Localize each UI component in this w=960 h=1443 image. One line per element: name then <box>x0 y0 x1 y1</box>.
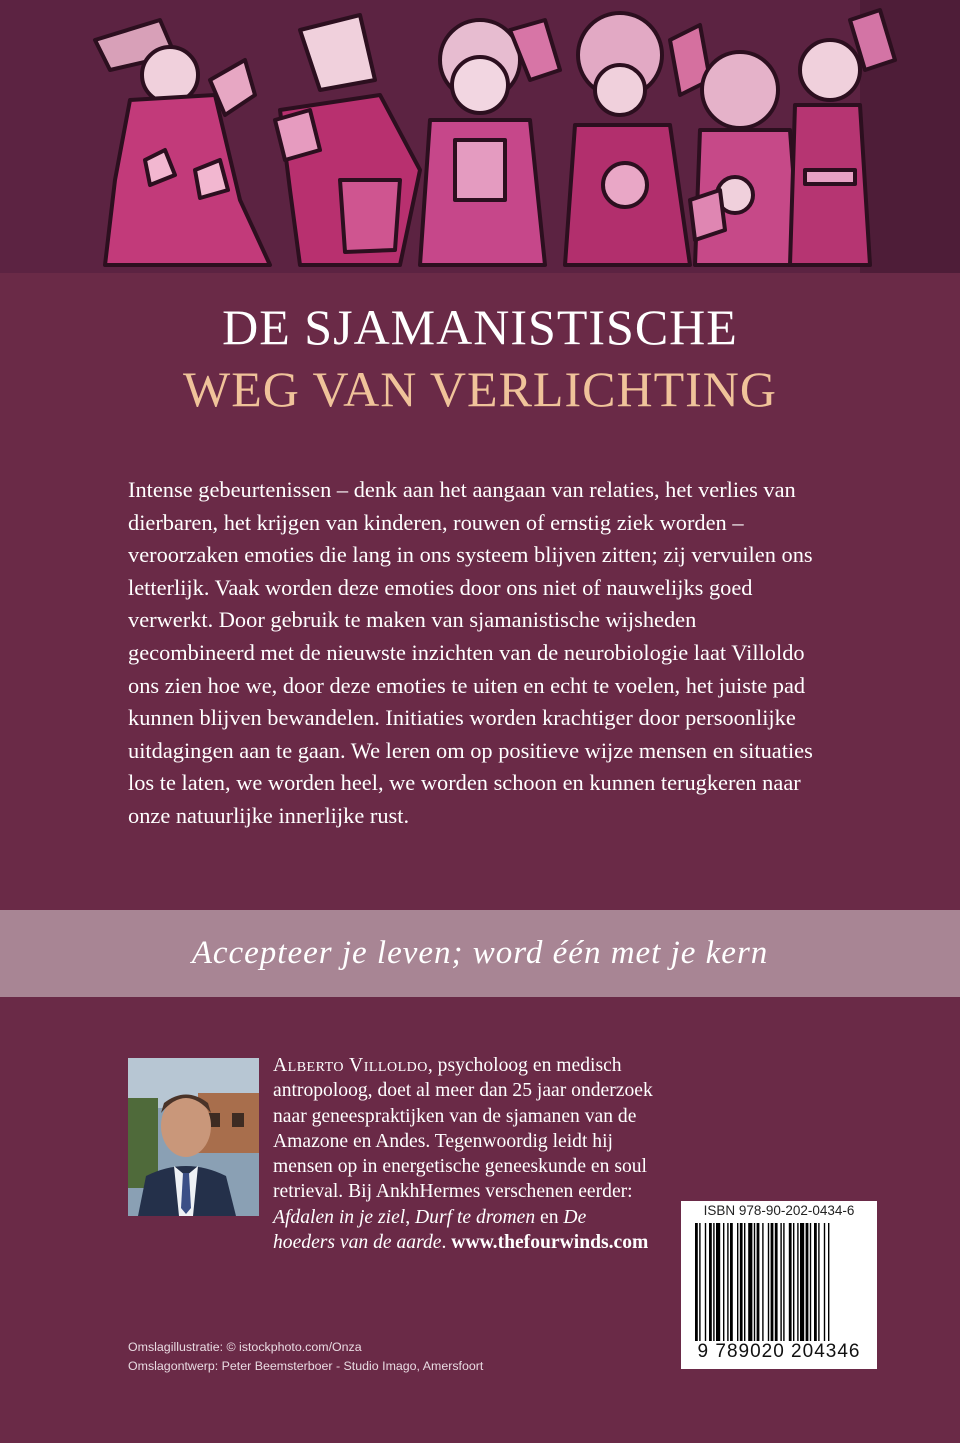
barcode-bar <box>730 1223 733 1341</box>
isbn-label: ISBN 978-90-202-0434-6 <box>703 1203 855 1218</box>
barcode-bar <box>768 1223 769 1341</box>
book-title <box>0 296 960 420</box>
author-bio <box>273 1053 653 1255</box>
barcode-bar <box>723 1223 724 1341</box>
barcode-bar <box>757 1223 760 1341</box>
book-title-2: Durf te dromen <box>415 1206 536 1228</box>
barcode-bar <box>780 1223 781 1341</box>
barcode-bar <box>800 1223 804 1341</box>
barcode-bar <box>740 1223 743 1341</box>
barcode-bar <box>762 1223 763 1341</box>
book-title-3: De hoeders van de aarde <box>273 1206 587 1254</box>
author-portrait-image <box>128 1058 259 1216</box>
barcode-bar <box>771 1223 774 1341</box>
cover-credits <box>128 1338 483 1375</box>
separator: en <box>535 1206 564 1228</box>
tagline: Accepteer je leven; word één met je kern <box>191 935 769 971</box>
separator: . <box>441 1232 452 1254</box>
barcode-bar <box>806 1223 809 1341</box>
barcode-bar <box>789 1223 792 1341</box>
tagline-band <box>0 910 960 997</box>
barcode-bar <box>744 1223 745 1341</box>
barcode-bar <box>716 1223 720 1341</box>
barcode-bar <box>727 1223 728 1341</box>
barcode-bar <box>754 1223 755 1341</box>
barcode-bar <box>783 1223 784 1341</box>
book-title-1: Afdalen in je ziel <box>273 1206 406 1228</box>
barcode-bar <box>814 1223 817 1341</box>
back-cover-blurb: Intense gebeurtenissen – denk aan het aangaan van relaties, het verlies van dierbaren, het krijgen van kinderen, rouwen of ernstig ziek worden – veroorzaken emoties die lang in ons systeem blijven zitten; zij vervuilen ons letterlijk. Vaak worden deze emoties door ons niet of nauwelijks goed verwerkt. Door gebruik te maken van sjamanistische wijsheden gecombineerd met de nieuwste inzichten van de neurobiologie laat Villoldo ons zien hoe we, door deze emoties te uiten en echt te voelen, het juiste pad kunnen blijven bewandelen. Initiaties worden krachtiger door persoonlijke uitdagingen aan te gaan. We leren om op positieve wijze mensen en situaties los te laten, we worden heel, we worden schoon en kunnen terugkeren naar onze natuurlijke innerlijke rust. <box>128 477 813 828</box>
barcode-bar <box>828 1223 829 1341</box>
barcode-bars <box>695 1223 863 1341</box>
barcode-bar <box>705 1223 706 1341</box>
barcode-bar <box>793 1223 794 1341</box>
barcode-bar <box>797 1223 798 1341</box>
barcode-bar <box>713 1223 714 1341</box>
separator: , <box>405 1206 416 1228</box>
author-photo <box>128 1058 259 1216</box>
barcode-bar <box>824 1223 825 1341</box>
author-bio-text: , psycholoog en medisch antropoloog, doet al meer dan 25 jaar onderzoek naar geneespraktijken van de sjamanen van de Amazone en Andes. Tegenwoordig leidt hij mensen op in energetische geneeskunde en soul retrieval. Bij AnkhHermes verschenen eerder: <box>273 1055 653 1203</box>
design-credit: Omslagontwerp: Peter Beemsterboer - Studio Imago, Amersfoort <box>128 1358 484 1373</box>
barcode-bar <box>748 1223 752 1341</box>
illustration-credit: Omslagillustratie: © istockphoto.com/Onza <box>128 1340 362 1354</box>
title-line-1: DE SJAMANISTISCHE <box>222 299 738 355</box>
barcode-bar <box>818 1223 819 1341</box>
dancing-figures-illustration <box>0 0 960 273</box>
barcode-bar <box>775 1223 778 1341</box>
author-name: Alberto Villoldo <box>273 1055 428 1076</box>
cover-illustration-banner <box>0 0 960 273</box>
ean-number: 9 789020 204346 <box>697 1341 861 1362</box>
barcode-bar <box>699 1223 700 1341</box>
barcode-bar <box>695 1223 698 1341</box>
title-line-2: WEG VAN VERLICHTING <box>183 361 777 417</box>
barcode-bar <box>709 1223 712 1341</box>
barcode-bar <box>810 1223 811 1341</box>
isbn-barcode <box>681 1201 877 1369</box>
barcode-bar <box>737 1223 738 1341</box>
author-website: www.thefourwinds.com <box>451 1232 649 1254</box>
